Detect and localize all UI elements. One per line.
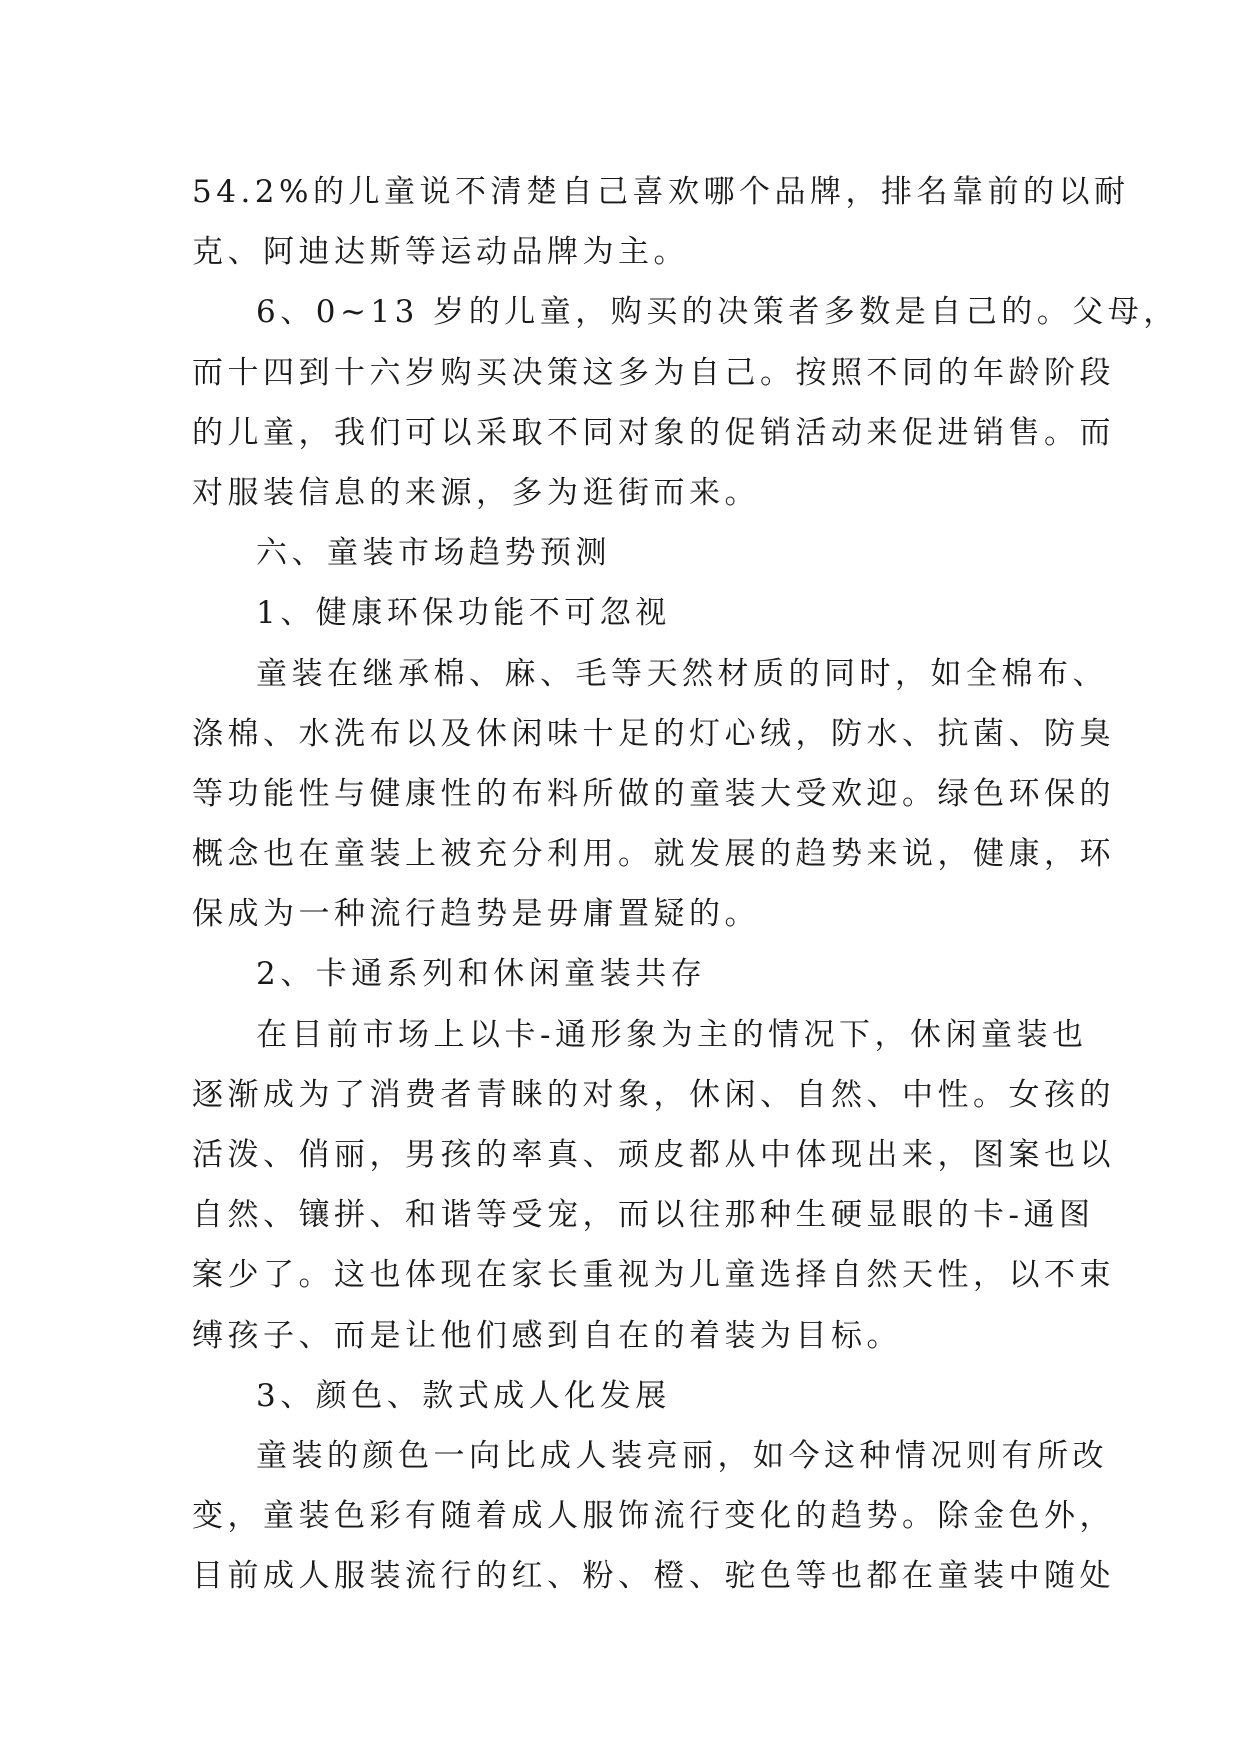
text-line: 2、卡通系列和休闲童装共存 <box>256 956 707 993</box>
text-line: 目前成人服装流行的红、粉、橙、驼色等也都在童装中随处 <box>192 1558 1115 1595</box>
text-line: 1、健康环保功能不可忽视 <box>256 595 671 632</box>
text-line: 克、阿迪达斯等运动品牌为主。 <box>192 234 689 271</box>
text-line: 等功能性与健康性的布料所做的童装大受欢迎。绿色环保的 <box>192 775 1115 812</box>
text-line: 在目前市场上以卡-通形象为主的情况下，休闲童装也 <box>256 1016 1088 1053</box>
text-line: 逐渐成为了消费者青睐的对象，休闲、自然、中性。女孩的 <box>192 1076 1115 1113</box>
body-text <box>192 162 1179 1607</box>
text-line: 6、0~13 岁的儿童，购买的决策者多数是自己的。父母， <box>256 294 1179 331</box>
text-line: 童装在继承棉、麻、毛等天然材质的同时，如全棉布、 <box>256 655 1108 692</box>
text-line: 保成为一种流行趋势是毋庸置疑的。 <box>192 896 760 933</box>
text-line: 的儿童，我们可以采取不同对象的促销活动来促进销售。而 <box>192 414 1115 451</box>
text-line: 54.2%的儿童说不清楚自己喜欢哪个品牌，排名靠前的以耐 <box>192 174 1130 210</box>
text-line: 活泼、俏丽，男孩的率真、顽皮都从中体现出来，图案也以 <box>192 1137 1115 1173</box>
text-line: 对服装信息的来源，多为逛街而来。 <box>192 474 760 511</box>
text-line: 变，童装色彩有随着成人服饰流行变化的趋势。除金色外， <box>192 1498 1115 1535</box>
text-line: 缚孩子、而是让他们感到自在的着装为目标。 <box>192 1317 902 1354</box>
text-line: 概念也在童装上被充分利用。就发展的趋势来说，健康，环 <box>192 836 1115 873</box>
text-line: 案少了。这也体现在家长重视为儿童选择自然天性，以不束 <box>192 1257 1115 1294</box>
text-line: 六、童装市场趋势预测 <box>256 535 611 572</box>
text-line: 3、颜色、款式成人化发展 <box>256 1377 671 1414</box>
text-line: 童装的颜色一向比成人装亮丽，如今这种情况则有所改 <box>256 1437 1108 1474</box>
text-line: 自然、镶拼、和谐等受宠，而以往那种生硬显眼的卡-通图 <box>192 1197 1095 1234</box>
text-line: 而十四到十六岁购买决策这多为自己。按照不同的年龄阶段 <box>192 354 1115 391</box>
text-line: 涤棉、水洗布以及休闲味十足的灯心绒，防水、抗菌、防臭 <box>192 715 1115 752</box>
